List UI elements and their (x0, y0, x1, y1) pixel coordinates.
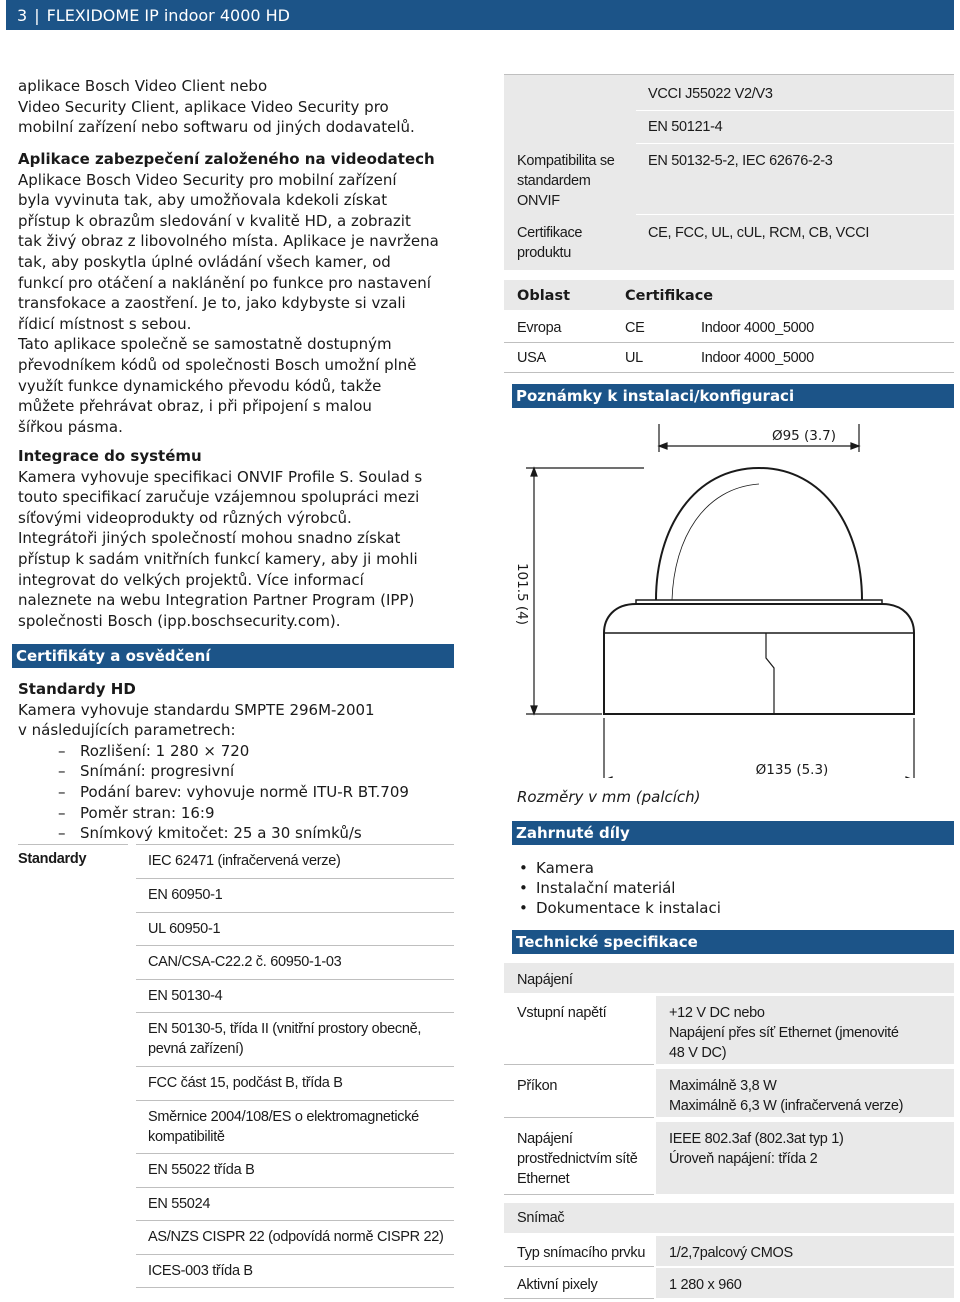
hd-list-item: – Snímání: progresivní (18, 761, 458, 782)
sensor-spec-row-rule (504, 1266, 654, 1267)
standards-row (136, 1012, 454, 1067)
power-spec-label: Vstupní napětí (517, 1005, 607, 1021)
dim-top-arrow-left (659, 443, 667, 449)
intro-line: mobilní zařízení nebo softwaru od jiných dodavatelů. (18, 118, 415, 137)
intro-paragraph (18, 76, 458, 138)
dim-bottom-arrow-right (906, 777, 914, 778)
sensor-section-label: Snímač (517, 1210, 565, 1226)
standards-row (136, 979, 454, 1013)
standards-value: EN 60950-1 (148, 887, 223, 903)
region-row-rule (504, 342, 954, 343)
dim-bottom-label: Ø135 (5.3) (755, 762, 829, 778)
header-separator: | (34, 5, 40, 25)
mobile-line: transfokace a zaostření. Je to, jako kdybyste si vzali (18, 294, 406, 313)
integration-paragraph (18, 467, 458, 632)
standards-value: CAN/CSA-C22.2 č. 60950-1-03 (148, 954, 342, 970)
standards-row (136, 912, 454, 946)
standards-row (136, 1254, 454, 1288)
hd-line: Kamera vyhovuje standardu SMPTE 296M-2001 (18, 700, 375, 719)
integration-heading: Integrace do systému (18, 447, 202, 465)
intro-line: Video Security Client, aplikace Video Security pro (18, 97, 389, 116)
power-spec-value: Maximálně 3,8 W Maximálně 6,3 W (infračervená verze) (669, 1078, 904, 1114)
sensor-spec-value: 1/2,7palcový CMOS (669, 1245, 793, 1261)
standards-row (136, 1153, 454, 1188)
hd-list-item: – Rozlišení: 1 280 × 720 (18, 741, 458, 762)
region-row-rule (504, 372, 954, 373)
standards-label: Standardy (18, 851, 87, 867)
mobile-line: funkcí pro otáčení a naklánění po funkce pro nastavení (18, 273, 431, 292)
sensor-spec-label: Typ snímacího prvku (517, 1245, 646, 1261)
mobile-section (18, 149, 458, 437)
integration-line: přístup k sadám vnitřních funkcí kamery, aby ji mohli (18, 549, 418, 568)
dim-side-arrow-bottom (531, 706, 537, 714)
compat-value: VCCI J55022 V2/V3 (648, 86, 773, 102)
sensor-spec-label: Aktivní pixely (517, 1277, 598, 1293)
standards-value: EN 55024 (148, 1196, 211, 1212)
mobile-paragraph (18, 170, 458, 438)
included-part-item: • Instalační materiál (504, 878, 944, 898)
mobile-line: přístup k obrazům sledování v kvalitě HD, a zobrazit (18, 211, 411, 230)
integration-line: společnosti Bosch (ipp.boschsecurity.com). (18, 611, 341, 630)
integration-line: Integrátoři jiných společností mohou snadno získat (18, 529, 401, 548)
compat-row-divider (636, 214, 954, 215)
power-spec-value: +12 V DC nebo Napájení přes síť Ethernet (jmenovité 48 V DC) (669, 1005, 899, 1061)
region-cell-region: USA (517, 350, 546, 366)
mobile-line: šířkou pásma. (18, 417, 123, 436)
page-number: 3 (17, 5, 28, 25)
mobile-heading: Aplikace zabezpečení založeného na videodatech (18, 150, 435, 168)
standards-value: FCC část 15, podčást B, třída B (148, 1075, 343, 1091)
compat-label: Kompatibilita se standardem ONVIF (517, 153, 615, 209)
compat-label: Certifikace produktu (517, 225, 583, 261)
region-cell-product: Indoor 4000_5000 (701, 350, 814, 366)
install-notes-bar: Poznámky k instalaci/konfiguraci (512, 384, 954, 408)
included-parts-bar: Zahrnuté díly (512, 821, 954, 845)
region-cell-product: Indoor 4000_5000 (701, 320, 814, 336)
dim-side-label: 101.5 (4) (514, 562, 530, 626)
standards-row (136, 945, 454, 980)
power-spec-row-rule (504, 1064, 654, 1065)
integration-line: Kamera vyhovuje specifikaci ONVIF Profile S. Soulad s (18, 467, 423, 486)
camera-dimension-drawing (504, 418, 954, 778)
region-col-header: Oblast (517, 288, 571, 304)
mobile-line: tak, aby poskytla úplné ovládání všech kamer, od (18, 252, 391, 271)
standards-row (136, 1187, 454, 1221)
mobile-line: byla vyvinuta tak, aby umožňovala kdekoli získat (18, 191, 388, 210)
region-cell-region: Evropa (517, 320, 562, 336)
compat-value: EN 50121-4 (648, 119, 723, 135)
page-header-bar (6, 0, 954, 30)
standards-top-rule-left (18, 844, 128, 845)
standards-row (136, 844, 454, 879)
hd-list-item: – Poměr stran: 16:9 (18, 803, 458, 824)
hd-list (18, 741, 458, 844)
base-outline (604, 604, 914, 714)
power-section-label: Napájení (517, 972, 573, 988)
mobile-line: můžete přehrávat obraz, i při připojení s malou (18, 397, 372, 416)
intro-text (18, 76, 458, 138)
dim-side-arrow-top (531, 468, 537, 476)
compat-value: CE, FCC, UL, cUL, RCM, CB, VCCI (648, 225, 870, 241)
included-part-item: • Kamera (504, 858, 944, 878)
hd-list-item: – Snímkový kmitočet: 25 a 30 snímků/s (18, 823, 458, 844)
standards-value: EN 50130-5, třída II (vnitřní prostory obecně, pevná zařízení) (148, 1021, 422, 1057)
mobile-line: převodníkem kódů od společnosti Bosch umožní plně (18, 355, 417, 374)
dim-top-arrow-right (851, 443, 859, 449)
mobile-line: tak živý obraz z libovolného místa. Aplikace je navržena (18, 232, 439, 251)
compat-value: EN 50132-5-2, IEC 62676-2-3 (648, 153, 833, 169)
integration-section (18, 446, 458, 631)
region-cell-mark: CE (625, 320, 645, 336)
certificates-bar: Certifikáty a osvědčení (12, 644, 454, 668)
power-spec-label: Příkon (517, 1078, 558, 1094)
included-parts-list (504, 858, 944, 918)
standards-value: IEC 62471 (infračervená verze) (148, 853, 341, 869)
standards-value: UL 60950-1 (148, 921, 221, 937)
included-part-item: • Dokumentace k instalaci (504, 898, 944, 918)
hd-heading: Standardy HD (18, 680, 136, 698)
cert-col-header: Certifikace (625, 288, 714, 304)
dim-bottom-arrow-left (604, 777, 612, 778)
hd-section (18, 679, 458, 844)
sensor-section-row (504, 1203, 954, 1233)
sensor-spec-value: 1 280 x 960 (669, 1277, 742, 1293)
standards-row (136, 1066, 454, 1101)
compat-top-rule (504, 74, 954, 75)
standards-row (136, 1100, 454, 1154)
mobile-line: řídicí místnost s sebou. (18, 314, 192, 333)
standards-value: Směrnice 2004/108/ES o elektromagnetické kompatibilitě (148, 1109, 419, 1145)
base-seam (766, 633, 774, 714)
tech-specs-bar: Technické specifikace (512, 930, 954, 954)
integration-line: integrovat do velkých projektů. Více informací (18, 570, 364, 589)
hd-paragraph (18, 700, 458, 741)
mobile-line: Aplikace Bosch Video Security pro mobilní zařízení (18, 170, 397, 189)
intro-line: aplikace Bosch Video Client nebo (18, 77, 268, 95)
dim-top-label: Ø95 (3.7) (771, 428, 837, 444)
dimensions-caption: Rozměry v mm (palcích) (517, 788, 701, 806)
integration-line: touto specifikací zaručuje vzájemnou spolupráci mezi (18, 488, 420, 507)
power-spec-row-rule (504, 1117, 654, 1118)
standards-row (136, 878, 454, 913)
region-cell-mark: UL (625, 350, 643, 366)
hd-list-item: – Podání barev: vyhovuje normě ITU-R BT.709 (18, 782, 458, 803)
standards-value: EN 55022 třída B (148, 1162, 255, 1178)
mobile-line: využít funkce dynamického převodu kódů, takže (18, 376, 382, 395)
dome-highlight (672, 484, 759, 600)
integration-line: síťovými videoprodukty od různých výrobců. (18, 508, 352, 527)
power-spec-label: Napájení prostřednictvím sítě Ethernet (517, 1131, 638, 1187)
compat-row-divider (636, 143, 954, 144)
power-spec-value: IEEE 802.3af (802.3at typ 1) Úroveň napájení: třída 2 (669, 1131, 844, 1167)
standards-value: ICES-003 třída B (148, 1263, 253, 1279)
standards-value: AS/NZS CISPR 22 (odpovídá normě CISPR 22) (148, 1229, 444, 1245)
hd-line: v následujících parametrech: (18, 721, 236, 740)
mobile-line: Tato aplikace společně se samostatně dostupným (18, 335, 392, 354)
standards-value: EN 50130-4 (148, 988, 223, 1004)
compat-row-divider (636, 110, 954, 111)
integration-line: naleznete na webu Integration Partner Program (IPP) (18, 591, 415, 610)
region-header-row (504, 280, 954, 310)
standards-row (136, 1220, 454, 1255)
header-title: FLEXIDOME IP indoor 4000 HD (46, 5, 290, 25)
power-spec-row-rule (504, 1194, 654, 1195)
sensor-spec-row-rule (504, 1298, 654, 1299)
